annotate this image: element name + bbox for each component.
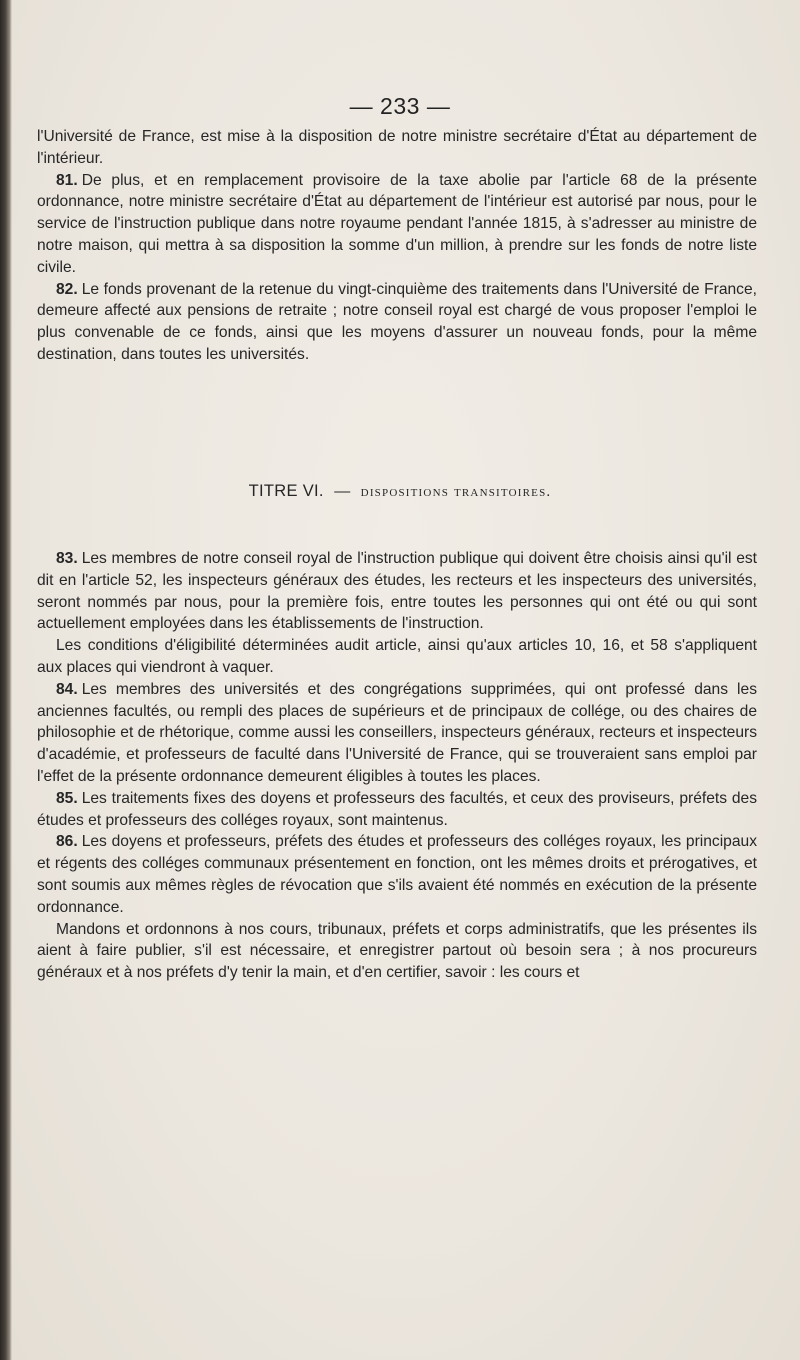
closing-paragraph: Mandons et ordonnons à nos cours, tribunaux, préfets et corps administratifs, que les présentes ils aient à faire publier, s'il est nécessaire, et enregistrer partout où besoin sera ; à nos procureurs généraux et à nos préfets d'y tenir la main, et d'en certifier, savoir : les cours et (37, 920, 757, 982)
article-text: Les doyens et professeurs, préfets des études et professeurs des colléges royaux, les principaux et régents des colléges communaux présentement en fonction, ont les mêmes droits et prérogatives, et sont soumis aux mêmes règles de révocation que s'ils avaient été nommés en exécution de la présente ordonnance. (37, 833, 757, 916)
article-81 (37, 170, 757, 279)
continuation-paragraph: l'Université de France, est mise à la disposition de notre ministre secrétaire d'État au département de l'intérieur. (37, 128, 757, 167)
article-86 (37, 831, 757, 918)
title-subtitle: dispositions transitoires. (360, 484, 552, 500)
bottom-text-block (37, 548, 757, 984)
article-text: Les traitements fixes des doyens et professeurs des facultés, et ceux des proviseurs, préfets des études et professeurs des colléges royaux, sont maintenus. (37, 789, 757, 829)
top-text-block (37, 126, 757, 366)
article-83-continuation: Les conditions d'éligibilité déterminées audit article, ainsi qu'aux articles 10, 16, et 58 s'appliquent aux places qui viendront à vaquer. (37, 637, 757, 676)
title-separator: — (334, 483, 351, 500)
article-text: Les membres des universités et des congrégations supprimées, qui ont professé dans les anciennes facultés, ou rempli des places de supérieurs et de principaux de collége, ou des chaires de philosophie et de rhétorique, comme aussi les conseillers, inspecteurs généraux, recteurs et inspecteurs d'académie, et professeurs de faculté dans l'Université de France, qui se trouveraient sans emploi par l'effet de la présente ordonnance demeurent éligibles à toutes les places. (37, 680, 757, 785)
article-84 (37, 679, 757, 788)
title-heading: TITRE VI. (248, 482, 324, 500)
article-number: 84. (56, 680, 78, 698)
book-binding-edge (0, 0, 12, 1360)
article-number: 81. (56, 171, 78, 189)
article-83 (37, 548, 757, 635)
article-text: Le fonds provenant de la retenue du vingt-cinquième des traitements dans l'Université de France, demeure affecté aux pensions de retraite ; notre conseil royal est chargé de vous proposer l'emploi le plus convenable de ce fonds, ainsi que les moyens d'assurer un nouveau fonds, pour la même destination, dans toutes les universités. (37, 280, 757, 363)
article-text: Les membres de notre conseil royal de l'instruction publique qui doivent être choisis ainsi qu'il est dit en l'article 52, les inspecteurs généraux des études, les recteurs et les inspecteurs des universités, seront nommés par nous, pour la première fois, entre toutes les personnes qui ont été ou qui sont actuellement employées dans les établissements de l'instruction. (37, 550, 757, 633)
article-number: 82. (56, 280, 78, 298)
section-title (0, 482, 800, 501)
article-number: 85. (56, 789, 78, 807)
article-number: 83. (56, 550, 78, 567)
article-82 (37, 279, 757, 366)
article-text: De plus, et en remplacement provisoire de la taxe abolie par l'article 68 de la présente ordonnance, notre ministre secrétaire d'État au département de l'intérieur est autorisé par nous, pour le service de l'instruction publique dans notre royaume pendant l'année 1815, à s'adresser au ministre de notre maison, qui mettra à sa disposition la somme d'un million, à prendre sur les fonds de notre liste civile. (37, 171, 757, 276)
article-85 (37, 788, 757, 832)
article-number: 86. (56, 833, 78, 851)
page-number: — 233 — (349, 93, 451, 119)
